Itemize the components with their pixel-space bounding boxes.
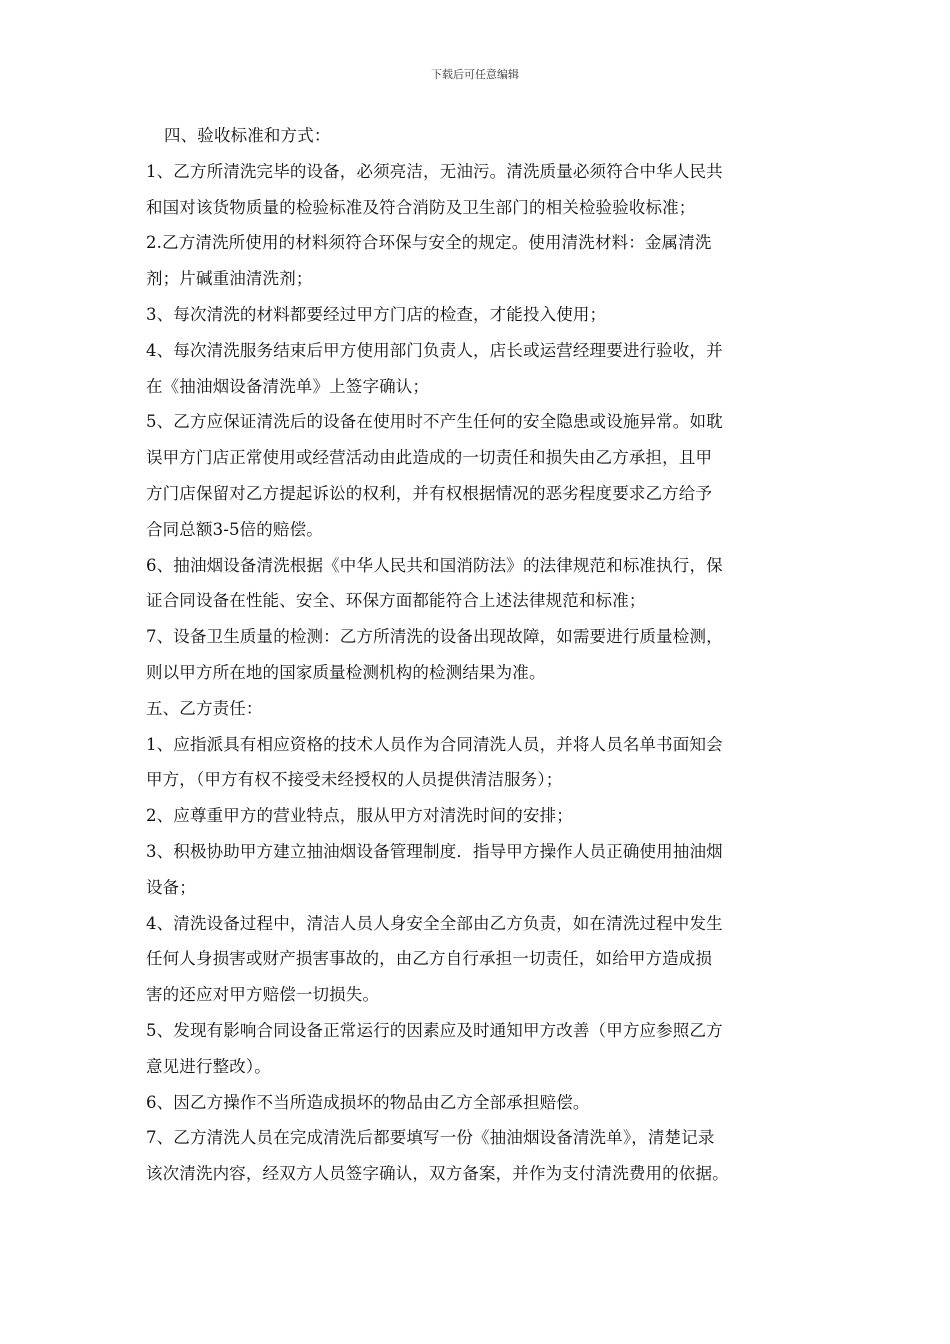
text-line: 该次清洗内容，经双方人员签字确认，双方备案，并作为支付清洗费用的依据。 [146,1164,729,1184]
text-line: 4、每次清洗服务结束后甲方使用部门负责人，店长或运营经理要进行验收，并 [146,340,723,360]
text-line: 设备； [146,877,196,897]
text-line: 方门店保留对乙方提起诉讼的权利，并有权根据情况的恶劣程度要求乙方给予 [146,483,713,503]
text-line: 误甲方门店正常使用或经营活动由此造成的一切责任和损失由乙方承担，且甲 [146,448,713,468]
text-line: 在《抽油烟设备清洗单》上签字确认； [146,376,430,396]
text-line: 则以甲方所在地的国家质量检测机构的检测结果为准。 [146,662,546,682]
text-line: 6、抽油烟设备清洗根据《中华人民共和国消防法》的法律规范和标准执行，保 [146,555,723,575]
text-line: 4、清洗设备过程中，清洁人员人身安全全部由乙方负责，如在清洗过程中发生 [146,913,723,933]
section-heading-acceptance: 四、验收标准和方式： [164,126,331,145]
text-line: 害的还应对甲方赔偿一切损失。 [146,985,380,1005]
text-line: 合同总额3-5倍的赔偿。 [146,519,323,539]
text-line: 1、应指派具有相应资格的技术人员作为合同清洗人员，并将人员名单书面知会 [146,734,723,754]
text-line: 2.乙方清洗所使用的材料须符合环保与安全的规定。使用清洗材料：金属清洗 [146,233,712,253]
text-line: 5、发现有影响合同设备正常运行的因素应及时通知甲方改善（甲方应参照乙方 [146,1020,723,1040]
text-line: 甲方，（甲方有权不接受未经授权的人员提供清洁服务）； [146,770,563,790]
text-line: 剂；片碱重油清洗剂； [146,269,313,289]
document-body [146,118,826,1192]
text-line: 6、因乙方操作不当所造成损坏的物品由乙方全部承担赔偿。 [146,1092,590,1112]
text-line: 3、积极协助甲方建立抽油烟设备管理制度．指导甲方操作人员正确使用抽油烟 [146,841,723,861]
text-line: 3、每次清洗的材料都要经过甲方门店的检查，才能投入使用； [146,304,607,324]
text-line: 5、乙方应保证清洗后的设备在使用时不产生任何的安全隐患或设施异常。如耽 [146,412,723,432]
text-line: 1、乙方所清洗完毕的设备，必须亮洁，无油污。清洗质量必须符合中华人民共 [146,161,723,181]
text-line: 证合同设备在性能、安全、环保方面都能符合上述法律规范和标准； [146,591,646,611]
section-heading-party-b-duties: 五、乙方责任： [146,698,263,718]
page-header-note: 下载后可任意编辑 [431,68,519,81]
text-line: 2、应尊重甲方的营业特点，服从甲方对清洗时间的安排； [146,806,573,826]
text-line: 和国对该货物质量的检验标准及符合消防及卫生部门的相关检验验收标准； [146,197,696,217]
text-line: 7、乙方清洗人员在完成清洗后都要填写一份《抽油烟设备清洗单》，清楚记录 [146,1128,715,1148]
text-line: 意见进行整改）。 [146,1056,271,1076]
text-line: 任何人身损害或财产损害事故的，由乙方自行承担一切责任，如给甲方造成损 [146,949,713,969]
text-line: 7、设备卫生质量的检测：乙方所清洗的设备出现故障，如需要进行质量检测， [146,627,723,647]
